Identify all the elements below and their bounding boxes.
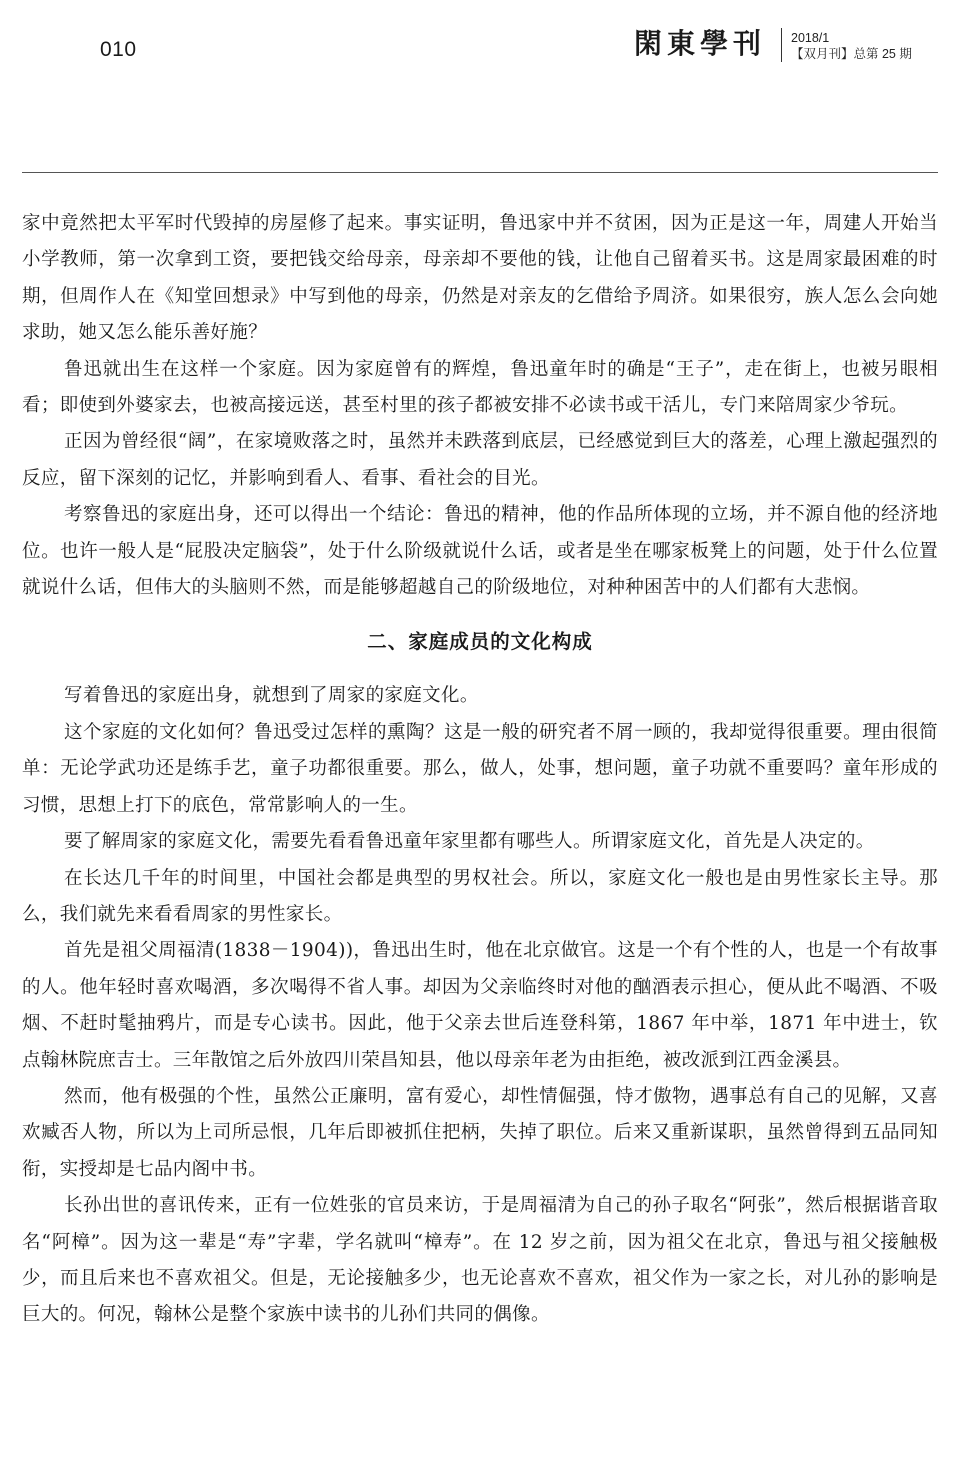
- paragraph: 在长达几千年的时间里，中国社会都是典型的男权社会。所以，家庭文化一般也是由男性家长主导。那么，我们就先来看看周家的男性家长。: [22, 867, 938, 925]
- article-body: [22, 206, 938, 1334]
- section-heading: 二、家庭成员的文化构成: [367, 630, 593, 654]
- paragraph: 首先是祖父周福清(1838－1904))，鲁迅出生时，他在北京做官。这是一个有个性的人，也是一个有故事的人。他年轻时喜欢喝酒，多次喝得不省人事。却因为父亲临终时对他的酗酒表示担心，便从此不喝酒、不吸烟、不赶时髦抽鸦片，而是专心读书。因此，他于父亲去世后连登科第，1867 年中举，1871 年中进士，钦点翰林院庶吉士。三年散馆之后外放四川荣昌知县，他以母亲年老为由拒绝，被改派到江西金溪县。: [22, 940, 938, 1071]
- issue-volume: 【双月刊】总第 25 期: [791, 47, 912, 61]
- paragraph: 长孙出世的喜讯传来，正有一位姓张的官员来访，于是周福清为自己的孙子取名“阿张”，然后根据谐音取名“阿樟”。因为这一辈是“寿”字辈，学名就叫“樟寿”。在 12 岁之前，因为祖父在北京，鲁迅与祖父接触极少，而且后来也不喜欢祖父。但是，无论接触多少，也无论喜欢不喜欢，祖父作为一家之长，对儿孙的影响是巨大的。何况，翰林公是整个家族中读书的儿孙们共同的偶像。: [22, 1195, 938, 1326]
- paragraph: 鲁迅就出生在这样一个家庭。因为家庭曾有的辉煌，鲁迅童年时的确是“王子”，走在街上，也被另眼相看；即使到外婆家去，也被高接远送，甚至村里的孩子都被安排不必读书或干活儿，专门来陪周家少爷玩。: [22, 358, 938, 417]
- paragraph: 家中竟然把太平军时代毁掉的房屋修了起来。事实证明，鲁迅家中并不贫困，因为正是这一年，周建人开始当小学教师，第一次拿到工资，要把钱交给母亲，母亲却不要他的钱，让他自己留着买书。这是周家最困难的时期，但周作人在《知堂回想录》中写到他的母亲，仍然是对亲友的乞借给予周济。如果很穷，族人怎么会向她求助，她又怎么能乐善好施？: [22, 213, 938, 344]
- paragraph: 写着鲁迅的家庭出身，就想到了周家的家庭文化。: [64, 685, 479, 707]
- journal-title: 閑東學刊: [634, 27, 767, 60]
- paragraph: 正因为曾经很“阔”，在家境败落之时，虽然并未跌落到底层，已经感觉到巨大的落差，心理上激起强烈的反应，留下深刻的记忆，并影响到看人、看事、看社会的目光。: [22, 431, 938, 489]
- paragraph: 这个家庭的文化如何？鲁迅受过怎样的熏陶？这是一般的研究者不屑一顾的，我却觉得很重要。理由很简单：无论学武功还是练手艺，童子功都很重要。那么，做人，处事，想问题，童子功就不重要吗？童年形成的习惯，思想上打下的底色，常常影响人的一生。: [22, 721, 938, 816]
- paragraph: 然而，他有极强的个性，虽然公正廉明，富有爱心，却性情倔强，恃才傲物，遇事总有自己的见解，又喜欢臧否人物，所以为上司所忌恨，几年后即被抓住把柄，失掉了职位。后来又重新谋职，虽然曾得到五品同知衔，实授却是七品内阁中书。: [22, 1085, 938, 1180]
- page-number: 010: [100, 38, 137, 61]
- paragraph: 考察鲁迅的家庭出身，还可以得出一个结论：鲁迅的精神，他的作品所体现的立场，并不源自他的经济地位。也许一般人是“屁股决定脑袋”，处于什么阶级就说什么话，或者是坐在哪家板凳上的问题，处于什么位置就说什么话，但伟大的头脑则不然，而是能够超越自己的阶级地位，对种种困苦中的人们都有大悲悯。: [22, 504, 938, 599]
- issue-info: [791, 30, 912, 62]
- header-separator: [781, 28, 782, 62]
- issue-date: 2018/1: [791, 31, 830, 45]
- paragraph: 要了解周家的家庭文化，需要先看看鲁迅童年家里都有哪些人。所谓家庭文化，首先是人决定的。: [64, 831, 875, 853]
- header-rule: [22, 172, 938, 173]
